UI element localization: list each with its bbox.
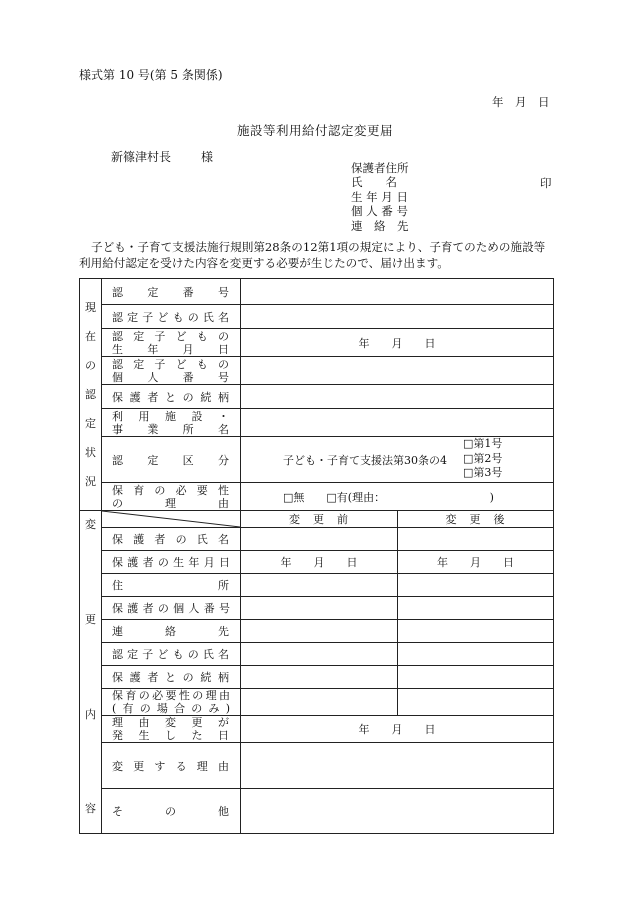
- guardian-birth-label: 保護者の生年月日: [102, 551, 241, 574]
- need-reason-before[interactable]: [241, 689, 398, 716]
- statement-text: 子ども・子育て支援法施行規則第28条の12第1項の規定により、子育てのための施設等利用給付認定を受けた内容を変更する必要が生じたので、届け出ます。: [79, 240, 546, 270]
- child-name-label: 認定子どもの氏名: [102, 305, 241, 329]
- category-option-2[interactable]: □第2号: [463, 451, 503, 465]
- applicant-address-label: 保護者住所: [351, 161, 409, 175]
- address-before[interactable]: [241, 574, 398, 597]
- child-birth-label: 認定子どもの 生年月日: [102, 329, 241, 357]
- cert-number-label: 認定番号: [102, 279, 241, 305]
- guardian-id-before[interactable]: [241, 597, 398, 620]
- child-id-label: 認定子どもの 個人番号: [102, 357, 241, 385]
- other-field[interactable]: [241, 789, 554, 834]
- child-name-before[interactable]: [241, 643, 398, 666]
- address-after[interactable]: [398, 574, 554, 597]
- category-field: [241, 437, 554, 483]
- child-id-field[interactable]: [241, 357, 554, 385]
- need-reason-label: 保育の必要性 の理由: [102, 483, 241, 511]
- form-number: 様式第 10 号(第 5 条関係): [79, 68, 223, 82]
- relation-label: 保護者との続柄: [102, 385, 241, 409]
- child-name-field[interactable]: [241, 305, 554, 329]
- header-diagonal-cell: [102, 511, 241, 528]
- relation-field[interactable]: [241, 385, 554, 409]
- need-reason-change-label: 保育の必要性の理由 (有の場合のみ): [102, 689, 241, 716]
- other-label: その他: [102, 789, 241, 834]
- category-law-text: 子ども・子育て支援法第30条の4: [283, 454, 447, 467]
- guardian-name-after[interactable]: [398, 528, 554, 551]
- category-option-1[interactable]: □第1号: [463, 437, 503, 450]
- contact-before[interactable]: [241, 620, 398, 643]
- addressee: [111, 148, 213, 165]
- addressee-name: 新篠津村長: [111, 150, 172, 164]
- current-section-label: 現 在 の 認 定 状 況: [80, 279, 102, 511]
- submission-date: 年 月 日: [492, 95, 550, 109]
- change-section-label: 変 更 内 容: [80, 511, 102, 834]
- cert-number-field[interactable]: [241, 279, 554, 305]
- guardian-name-label: 保護者の氏名: [102, 528, 241, 551]
- contact-after[interactable]: [398, 620, 554, 643]
- document-title: 施設等利用給付認定変更届: [236, 123, 393, 138]
- guardian-birth-after[interactable]: 年 月 日: [398, 551, 554, 574]
- col-after-header: 変 更 後: [398, 511, 554, 528]
- applicant-block: [351, 161, 551, 233]
- applicant-name-label: 氏 名: [351, 175, 397, 190]
- reason-date-field[interactable]: 年 月 日: [241, 716, 554, 743]
- facility-label: 利用施設・ 事業所名: [102, 409, 241, 437]
- relation-after[interactable]: [398, 666, 554, 689]
- applicant-contact-label: 連 絡 先: [351, 218, 409, 233]
- guardian-birth-before[interactable]: 年 月 日: [241, 551, 398, 574]
- child-birth-field[interactable]: 年 月 日: [241, 329, 554, 357]
- guardian-name-before[interactable]: [241, 528, 398, 551]
- col-before-header: 変 更 前: [241, 511, 398, 528]
- seal-mark: 印: [540, 176, 552, 190]
- addressee-honorific: 様: [201, 150, 214, 164]
- reason-date-label: 理由変更が 発生した日: [102, 716, 241, 743]
- contact-label: 連絡先: [102, 620, 241, 643]
- applicant-birthdate-label: 生 年 月 日: [351, 189, 408, 204]
- relation-change-label: 保護者との続柄: [102, 666, 241, 689]
- change-form-table: [79, 278, 554, 834]
- facility-field[interactable]: [241, 409, 554, 437]
- reason-field[interactable]: [241, 743, 554, 789]
- category-label: 認定区分: [102, 437, 241, 483]
- guardian-id-after[interactable]: [398, 597, 554, 620]
- reason-label: 変更する理由: [102, 743, 241, 789]
- child-name-change-label: 認定子どもの氏名: [102, 643, 241, 666]
- relation-before[interactable]: [241, 666, 398, 689]
- applicant-id-label: 個 人 番 号: [351, 204, 408, 219]
- address-label: 住所: [102, 574, 241, 597]
- need-reason-field[interactable]: □無 □有(理由： ): [241, 483, 554, 511]
- guardian-id-label: 保護者の個人番号: [102, 597, 241, 620]
- need-reason-after[interactable]: [398, 689, 554, 716]
- child-name-after[interactable]: [398, 643, 554, 666]
- category-option-3[interactable]: □第3号: [463, 466, 503, 479]
